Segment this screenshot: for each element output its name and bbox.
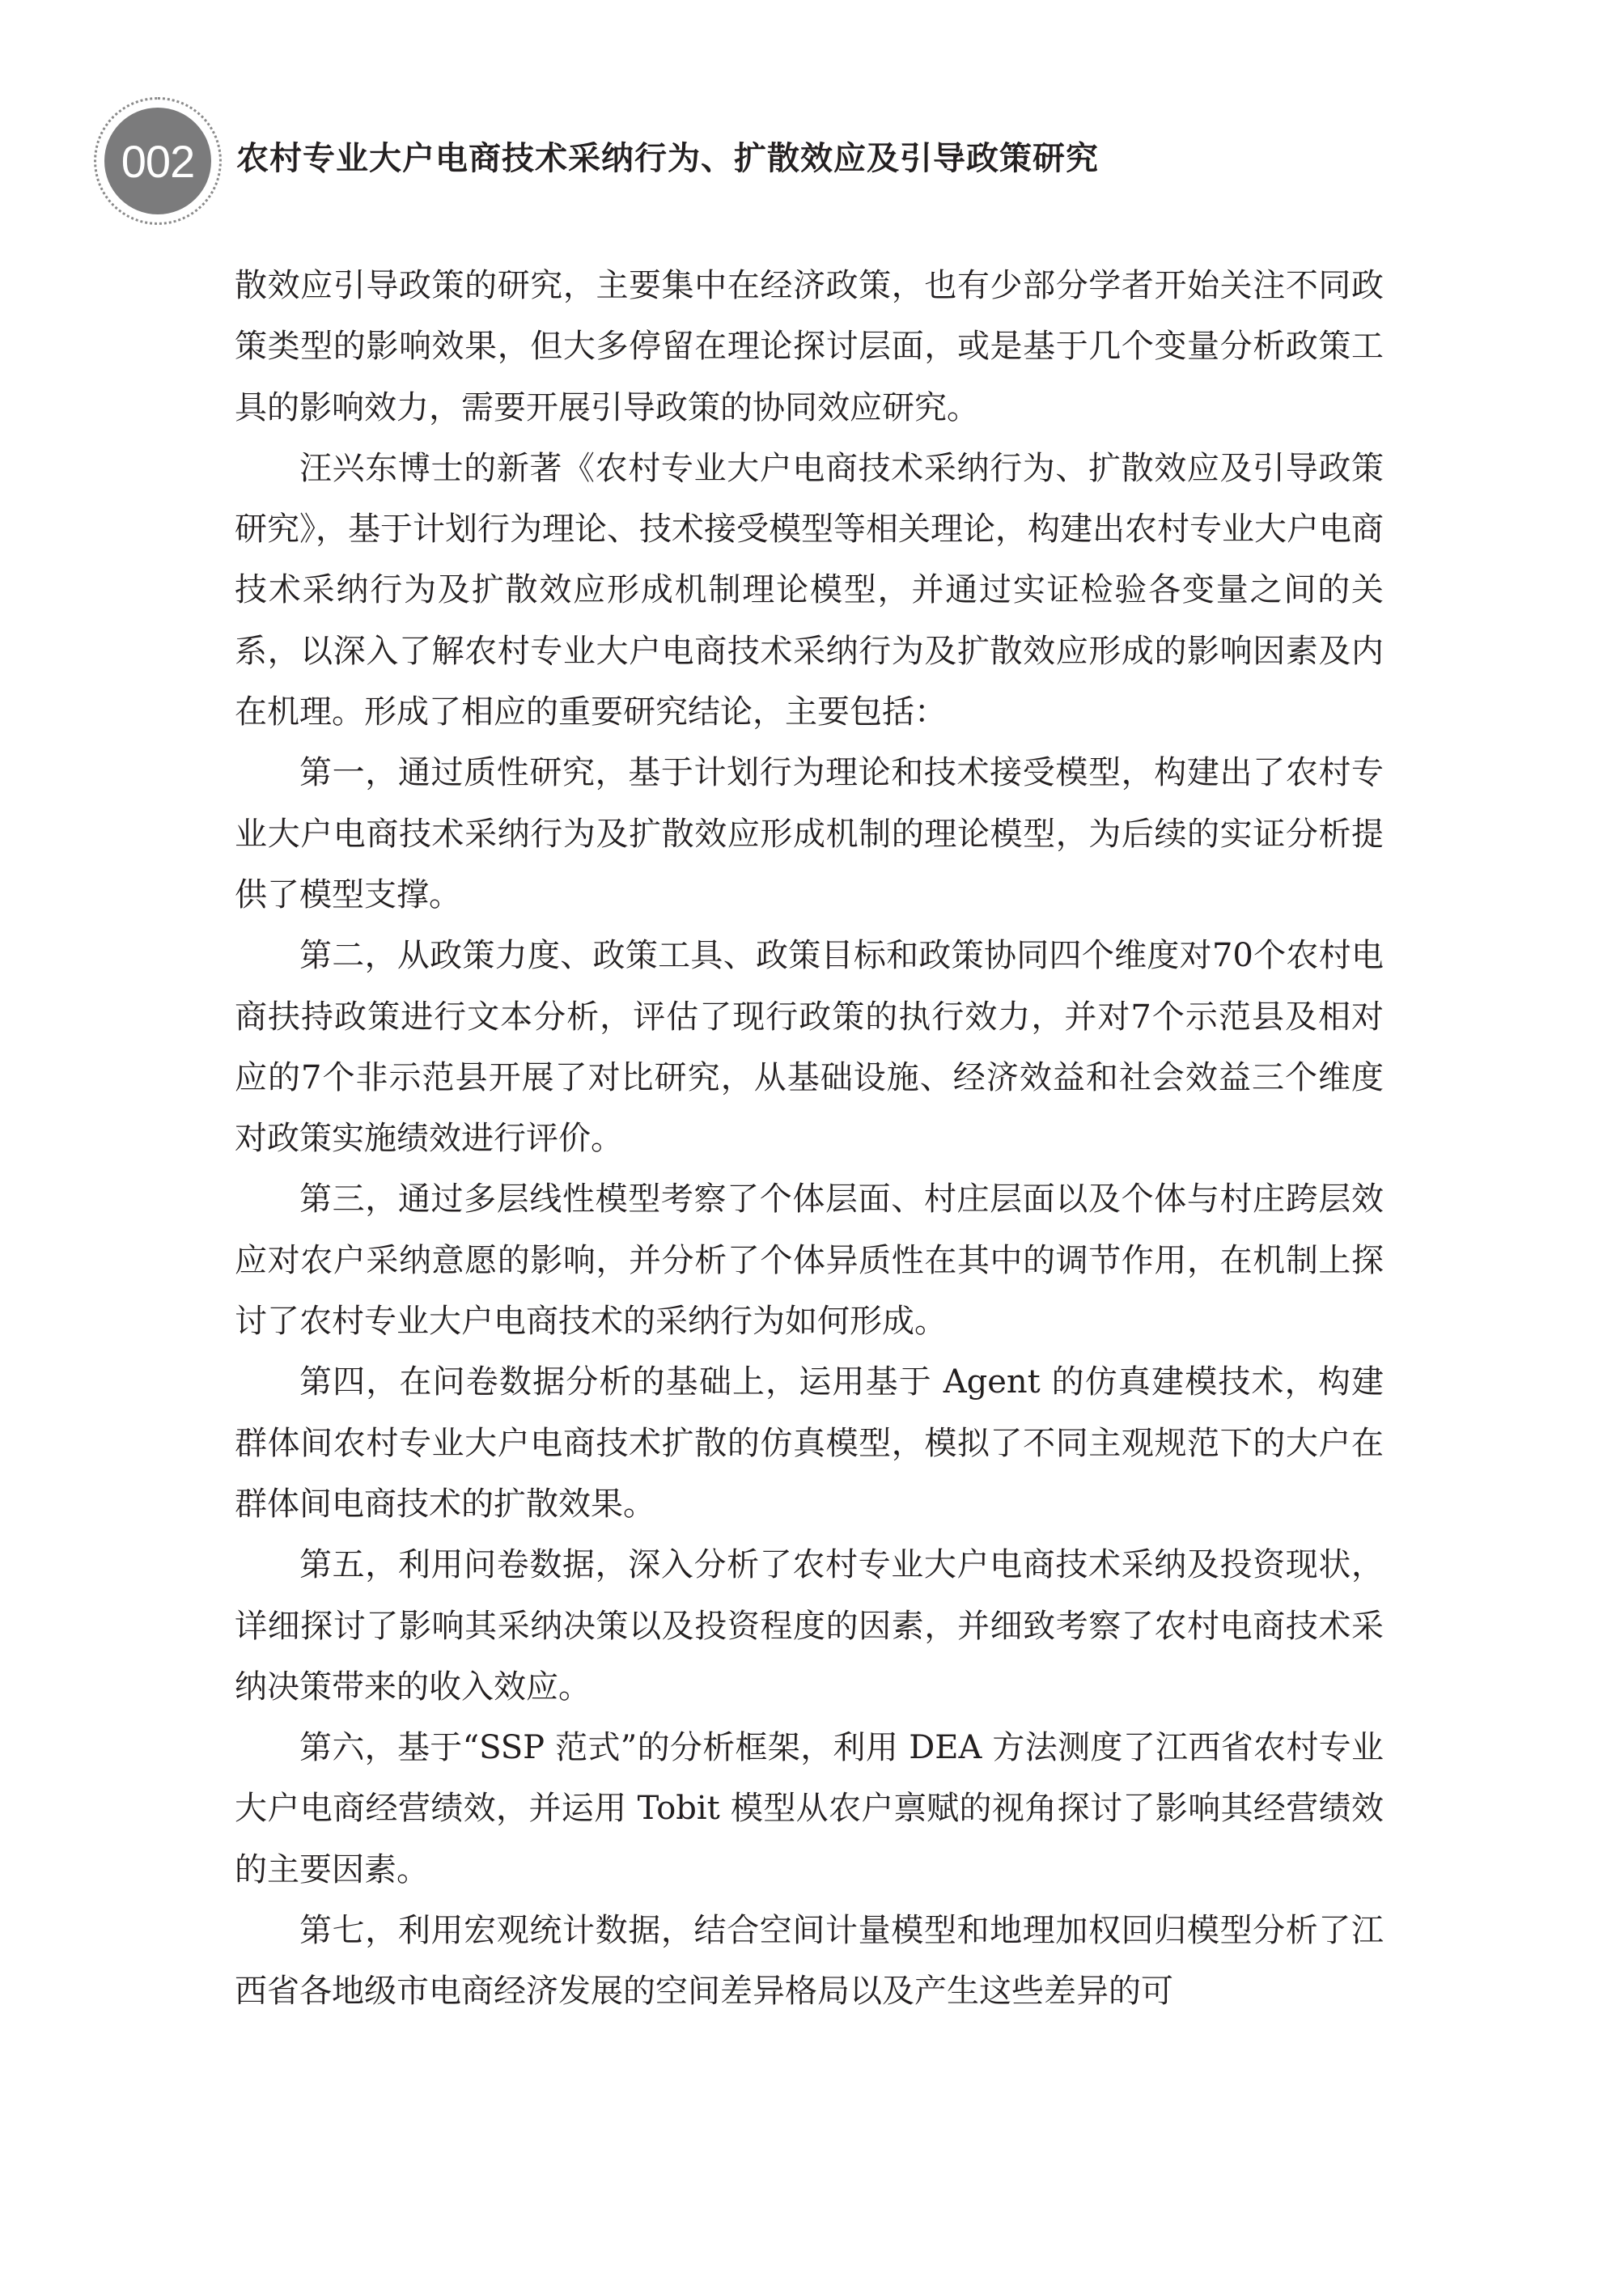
page-number-badge [94,97,222,225]
running-head-title: 农村专业大户电商技术采纳行为、扩散效应及引导政策研究 [236,140,1099,177]
paragraph: 第五，利用问卷数据，深入分析了农村专业大户电商技术采纳及投资现状，详细探讨了影响其采纳决策以及投资程度的因素，并细致考察了农村电商技术采纳决策带来的收入效应。 [235,1546,1384,1706]
page-number-disc [104,108,211,214]
paragraph: 散效应引导政策的研究，主要集中在经济政策，也有少部分学者开始关注不同政策类型的影响效果，但大多停留在理论探讨层面，或是基于几个变量分析政策工具的影响效力，需要开展引导政策的协同效应研究。 [235,267,1384,426]
paragraph: 第二，从政策力度、政策工具、政策目标和政策协同四个维度对70个农村电商扶持政策进行文本分析，评估了现行政策的执行效力，并对7个示范县及相对应的7个非示范县开展了对比研究，从基础设施、经济效益和社会效益三个维度对政策实施绩效进行评价。 [235,937,1384,1158]
paragraph: 第七，利用宏观统计数据，结合空间计量模型和地理加权回归模型分析了江西省各地级市电商经济发展的空间差异格局以及产生这些差异的可 [235,1912,1384,2011]
paragraph: 第六，基于“SSP 范式”的分析框架，利用 DEA 方法测度了江西省农村专业大户电商经营绩效，并运用 Tobit 模型从农户禀赋的视角探讨了影响其经营绩效的主要因素。 [235,1729,1384,1888]
paragraph: 第一，通过质性研究，基于计划行为理论和技术接受模型，构建出了农村专业大户电商技术采纳行为及扩散效应形成机制的理论模型，为后续的实证分析提供了模型支撑。 [235,754,1384,913]
body-text [235,256,1384,2023]
paragraph: 第四，在问卷数据分析的基础上，运用基于 Agent 的仿真建模技术，构建群体间农村专业大户电商技术扩散的仿真模型，模拟了不同主观规范下的大户在群体间电商技术的扩散效果。 [235,1363,1384,1523]
page-number: 002 [121,135,195,187]
paragraph: 第三，通过多层线性模型考察了个体层面、村庄层面以及个体与村庄跨层效应对农户采纳意愿的影响，并分析了个体异质性在其中的调节作用，在机制上探讨了农村专业大户电商技术的采纳行为如何形成。 [235,1180,1384,1341]
paragraph: 汪兴东博士的新著《农村专业大户电商技术采纳行为、扩散效应及引导政策研究》，基于计划行为理论、技术接受模型等相关理论，构建出农村专业大户电商技术采纳行为及扩散效应形成机制理论模型，并通过实证检验各变量之间的关系，以深入了解农村专业大户电商技术采纳行为及扩散效应形成的影响因素及内在机理。形成了相应的重要研究结论，主要包括： [235,449,1384,731]
